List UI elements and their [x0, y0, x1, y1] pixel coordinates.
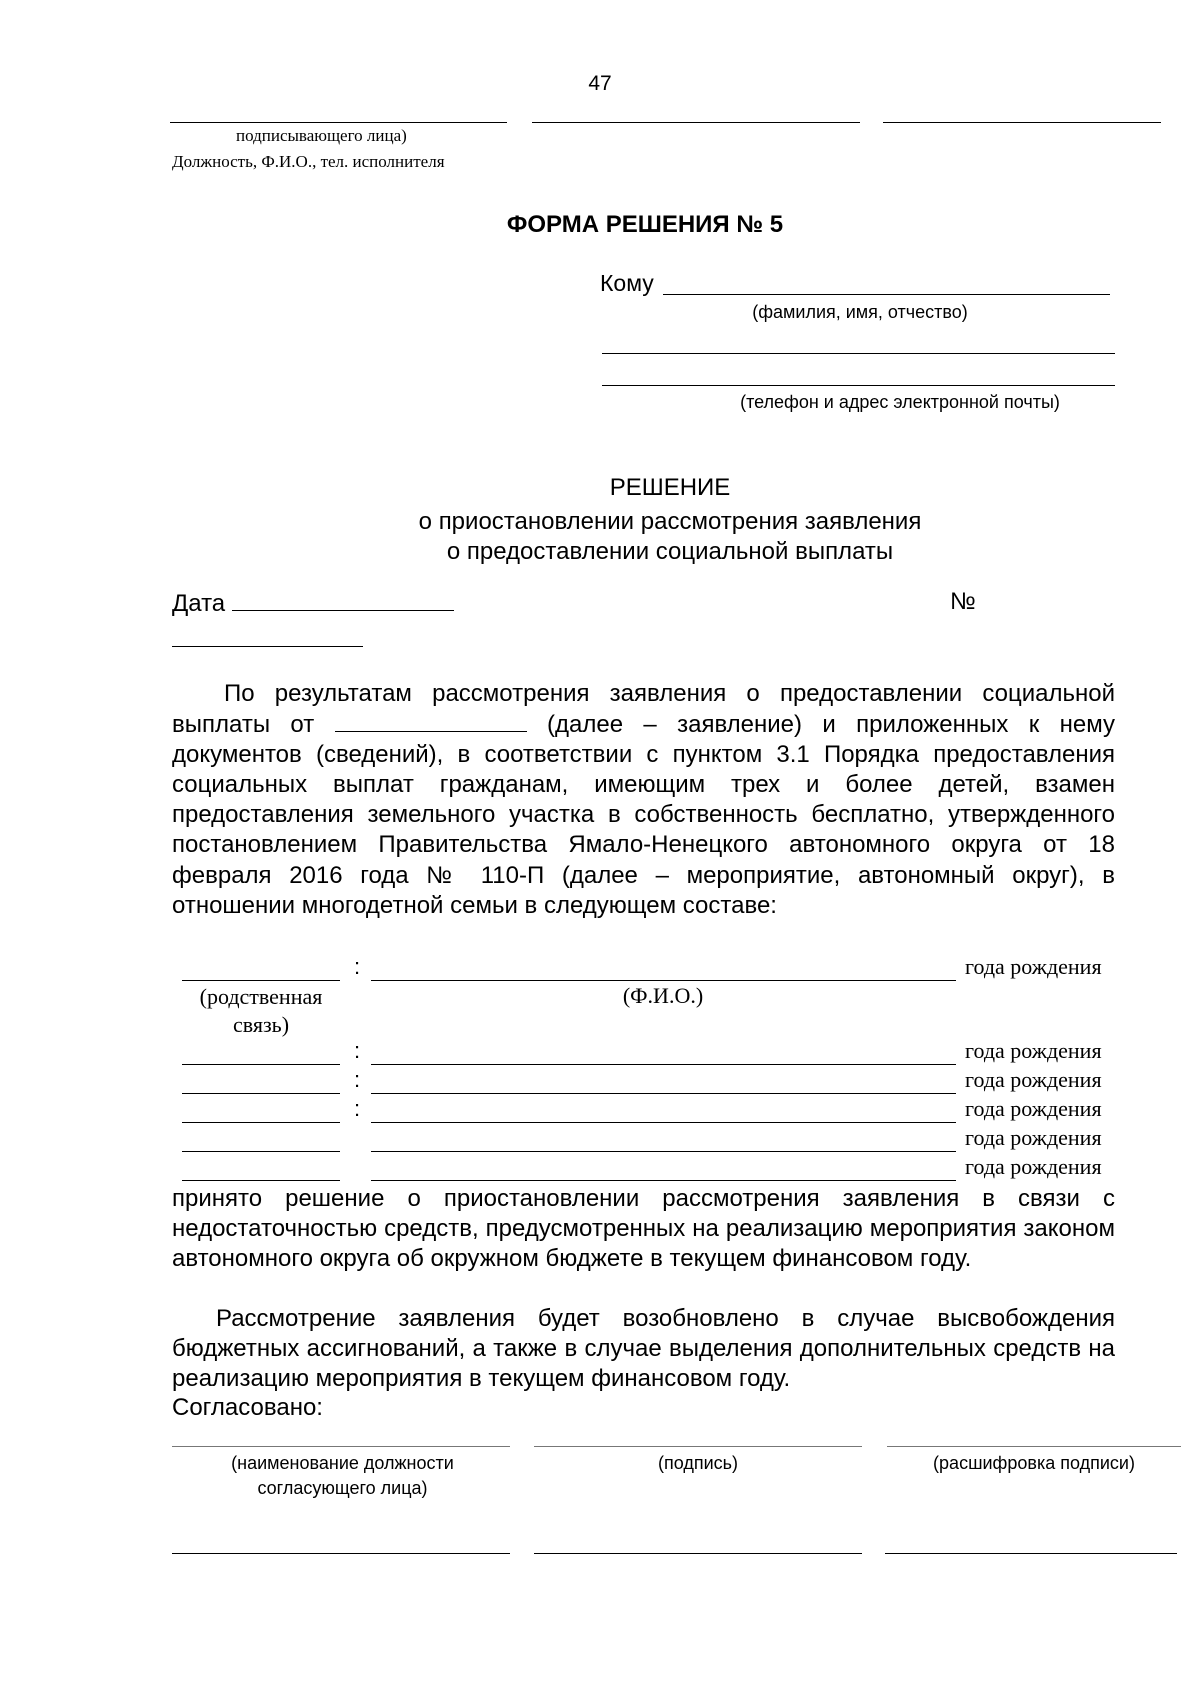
approver-decryption-line [887, 1446, 1181, 1447]
bottom-line-1 [172, 1553, 510, 1554]
decision-heading: РЕШЕНИЕ [609, 474, 731, 501]
decision-subtitle-line-1: о приостановлении рассмотрения заявления [418, 508, 922, 535]
position-caption: (наименование должности согласующего лица) [231, 1453, 454, 1498]
relation-blank [182, 1064, 340, 1065]
name-blank [371, 1151, 956, 1152]
executor-caption: Должность, Ф.И.О., тел. исполнителя [172, 152, 445, 171]
family-member-row [0, 956, 1200, 986]
recipient-name-line [663, 294, 1110, 295]
name-caption: (Ф.И.О.) [622, 983, 704, 1008]
signer-caption-end: подписывающего лица) [236, 126, 407, 145]
row-colon: : [354, 954, 361, 979]
recipient-contacts-caption: (телефон и адрес электронной почты) [740, 392, 1060, 412]
to-label: Кому [600, 270, 654, 296]
family-member-row [0, 1156, 1200, 1186]
date-label [172, 588, 454, 618]
name-blank [371, 1064, 956, 1065]
application-date-blank [335, 709, 527, 732]
agreed-label: Согласовано: [172, 1394, 323, 1421]
row-colon: : [354, 1038, 361, 1063]
year-of-birth-label: года рождения [965, 1125, 1102, 1150]
family-member-row [0, 1040, 1200, 1070]
row-colon: : [354, 1096, 361, 1121]
approver-position-line [172, 1446, 510, 1447]
year-of-birth-label: года рождения [965, 1096, 1102, 1121]
name-blank [371, 980, 956, 981]
decryption-caption: (расшифровка подписи) [933, 1453, 1135, 1473]
signature-caption: (подпись) [657, 1453, 739, 1473]
bottom-line-3 [885, 1553, 1177, 1554]
name-blank [371, 1180, 956, 1181]
recipient-address-line-1 [602, 353, 1115, 354]
top-decryption-line [883, 122, 1161, 123]
relation-blank [182, 1180, 340, 1181]
relation-blank [182, 1093, 340, 1094]
name-blank [371, 1093, 956, 1094]
form-title: ФОРМА РЕШЕНИЯ № 5 [506, 211, 784, 238]
number-label: № [950, 588, 976, 615]
year-of-birth-label: года рождения [965, 1038, 1102, 1063]
bottom-line-2 [534, 1553, 862, 1554]
main-paragraph-end: (далее – заявление) и приложенных к нему документов (сведений), в соответствии с пунктом 3.1 Порядка предоставления социальных выплат гражданам, имеющим трех и более детей, взамен предоставления земельного участка в собственность бесплатно, утвержденного постановлением Правительства Ямало-Ненецкого автономного округа от 18 февраля 2016 года № 110-П (далее – мероприятие, автономный округ), в отношении многодетной семьи в следующем составе: [172, 711, 1116, 919]
date-label-text: Дата [172, 590, 226, 617]
year-of-birth-label: года рождения [965, 1154, 1102, 1179]
recipient-name-caption: (фамилия, имя, отчество) [752, 302, 968, 322]
relation-blank [182, 1122, 340, 1123]
recipient-address-line-2 [602, 385, 1115, 386]
family-member-row [0, 1069, 1200, 1099]
year-of-birth-label: года рождения [965, 1067, 1102, 1092]
relation-blank [182, 1151, 340, 1152]
relation-blank [182, 980, 340, 981]
family-member-row [0, 1098, 1200, 1128]
relation-caption: (родственная связь) [199, 984, 323, 1037]
year-of-birth-label: года рождения [965, 954, 1102, 979]
resume-paragraph: Рассмотрение заявления будет возобновлено в случае высвобождения бюджетных ассигнований, а также в случае выделения дополнительных средств на реализацию мероприятия в текущем финансовом году. [172, 1305, 1115, 1392]
number-blank [172, 646, 363, 647]
decision-subtitle-line-2: о предоставлении социальной выплаты [446, 538, 894, 565]
top-signature-line [532, 122, 860, 123]
main-paragraph [172, 679, 1115, 921]
name-blank [371, 1122, 956, 1123]
main-paragraph-start: По результатам рассмотрения заявления о предоставлении социальной выплаты от [172, 680, 1115, 739]
decision-paragraph: принято решение о приостановлении рассмотрения заявления в связи с недостаточностью средств, предусмотренных на реализацию мероприятия законом автономного округа об окружном бюджете в текущем финансовом году. [172, 1185, 1115, 1272]
row-colon: : [354, 1067, 361, 1092]
date-blank [232, 588, 454, 611]
page-number: 47 [588, 72, 612, 95]
top-signer-line [170, 122, 507, 123]
family-member-row [0, 1127, 1200, 1157]
approver-signature-line [534, 1446, 862, 1447]
